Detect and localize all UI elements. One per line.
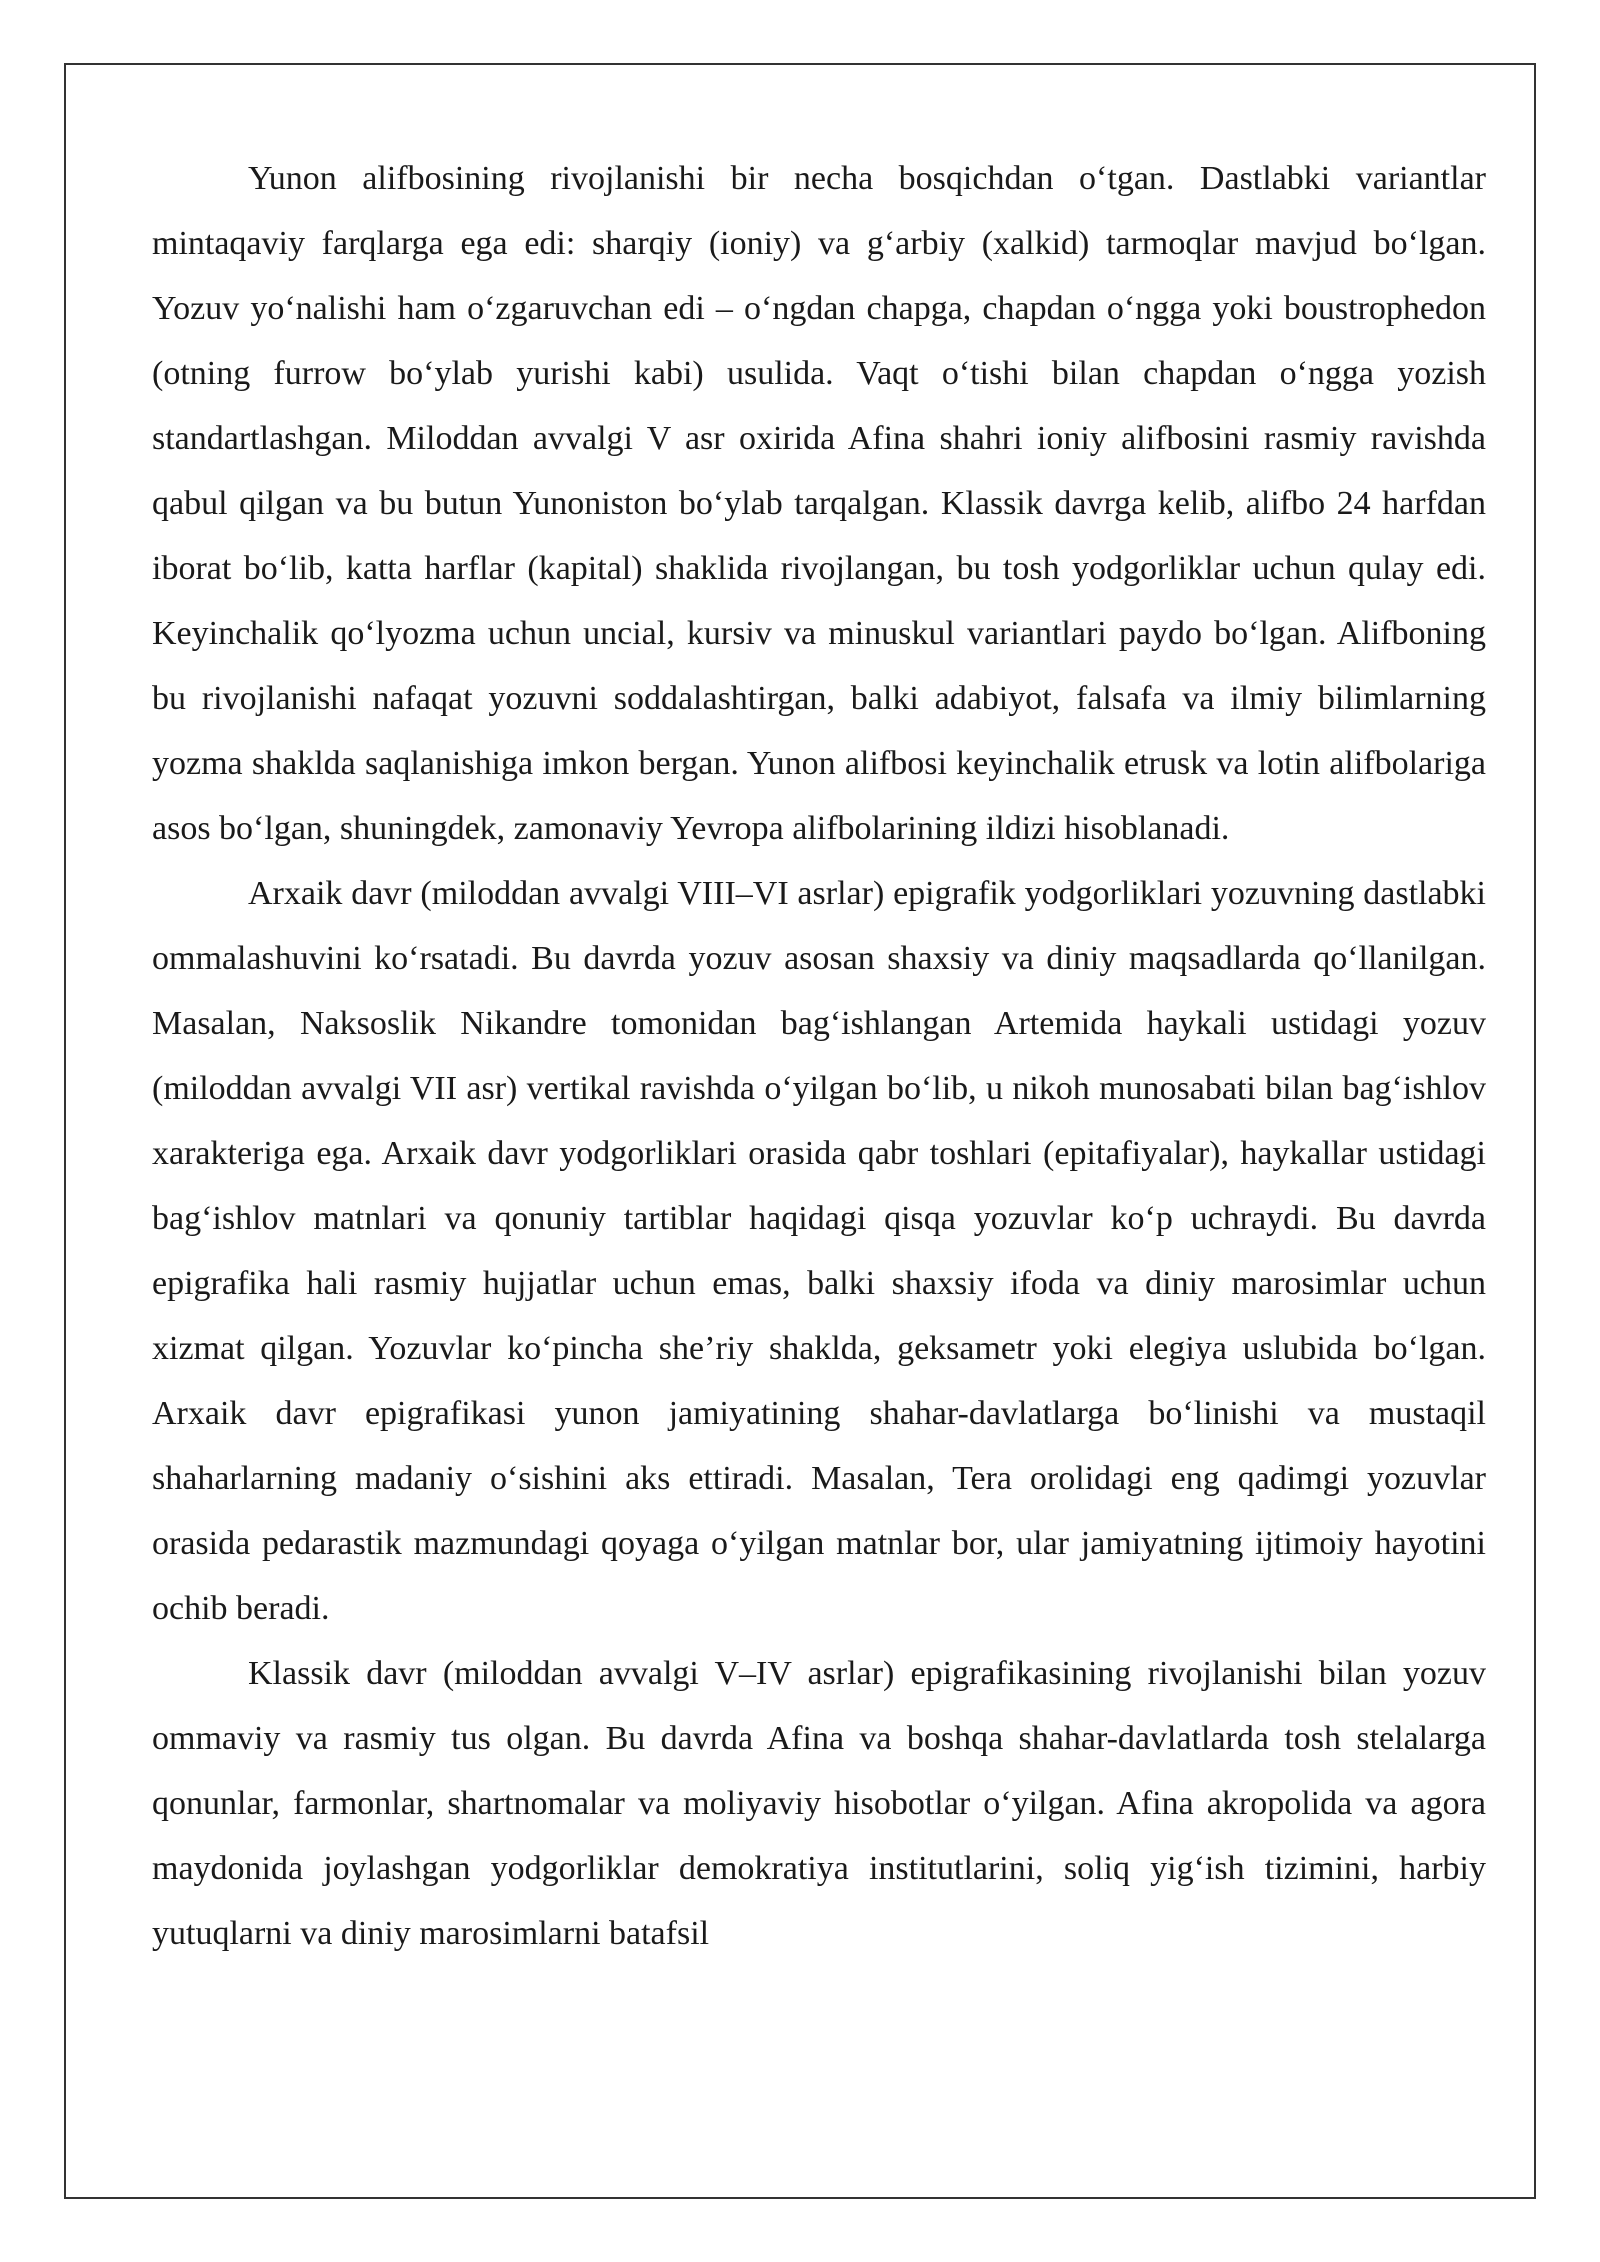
document-body [152, 146, 1486, 1966]
paragraph-2: Arxaik davr (miloddan avvalgi VIII–VI asrlar) epigrafik yodgorliklari yozuvning dastlabki ommalashuvini ko‘rsatadi. Bu davrda yozuv asosan shaxsiy va diniy maqsadlarda qo‘llanilgan. Masalan, Naksoslik Nikandre tomonidan bag‘ishlangan Artemida haykali ustidagi yozuv (miloddan avvalgi VII asr) vertikal ravishda o‘yilgan bo‘lib, u nikoh munosabati bilan bag‘ishlov xarakteriga ega. Arxaik davr yodgorliklari orasida qabr toshlari (epitafiyalar), haykallar ustidagi bag‘ishlov matnlari va qonuniy tartiblar haqidagi qisqa yozuvlar ko‘p uchraydi. Bu davrda epigrafika hali rasmiy hujjatlar uchun emas, balki shaxsiy ifoda va diniy marosimlar uchun xizmat qilgan. Yozuvlar ko‘pincha she’riy shaklda, geksametr yoki elegiya uslubida bo‘lgan. Arxaik davr epigrafikasi yunon jamiyatining shahar-davlatlarga bo‘linishi va mustaqil shaharlarning madaniy o‘sishini aks ettiradi. Masalan, Tera orolidagi eng qadimgi yozuvlar orasida pedarastik mazmundagi qoyaga o‘yilgan matnlar bor, ular jamiyatning ijtimoiy hayotini ochib beradi. [152, 875, 1486, 1627]
paragraph-3: Klassik davr (miloddan avvalgi V–IV asrlar) epigrafikasining rivojlanishi bilan yozuv ommaviy va rasmiy tus olgan. Bu davrda Afina va boshqa shahar-davlatlarda tosh stelalarga qonunlar, farmonlar, shartnomalar va moliyaviy hisobotlar o‘yilgan. Afina akropolida va agora maydonida joylashgan yodgorliklar demokratiya institutlarini, soliq yig‘ish tizimini, harbiy yutuqlarni va diniy marosimlarni batafsil [152, 1655, 1486, 1952]
paragraph-1: Yunon alifbosining rivojlanishi bir necha bosqichdan o‘tgan. Dastlabki variantlar mintaqaviy farqlarga ega edi: sharqiy (ioniy) va g‘arbiy (xalkid) tarmoqlar mavjud bo‘lgan. Yozuv yo‘nalishi ham o‘zgaruvchan edi – o‘ngdan chapga, chapdan o‘ngga yoki boustrophedon (otning furrow bo‘ylab yurishi kabi) usulida. Vaqt o‘tishi bilan chapdan o‘ngga yozish standartlashgan. Miloddan avvalgi V asr oxirida Afina shahri ioniy alifbosini rasmiy ravishda qabul qilgan va bu butun Yunoniston bo‘ylab tarqalgan. Klassik davrga kelib, alifbo 24 harfdan iborat bo‘lib, katta harflar (kapital) shaklida rivojlangan, bu tosh yodgorliklar uchun qulay edi. Keyinchalik qo‘lyozma uchun uncial, kursiv va minuskul variantlari paydo bo‘lgan. Alifboning bu rivojlanishi nafaqat yozuvni soddalashtirgan, balki adabiyot, falsafa va ilmiy bilimlarning yozma shaklda saqlanishiga imkon bergan. Yunon alifbosi keyinchalik etrusk va lotin alifbolariga asos bo‘lgan, shuningdek, zamonaviy Yevropa alifbolarining ildizi hisoblanadi. [152, 160, 1486, 847]
